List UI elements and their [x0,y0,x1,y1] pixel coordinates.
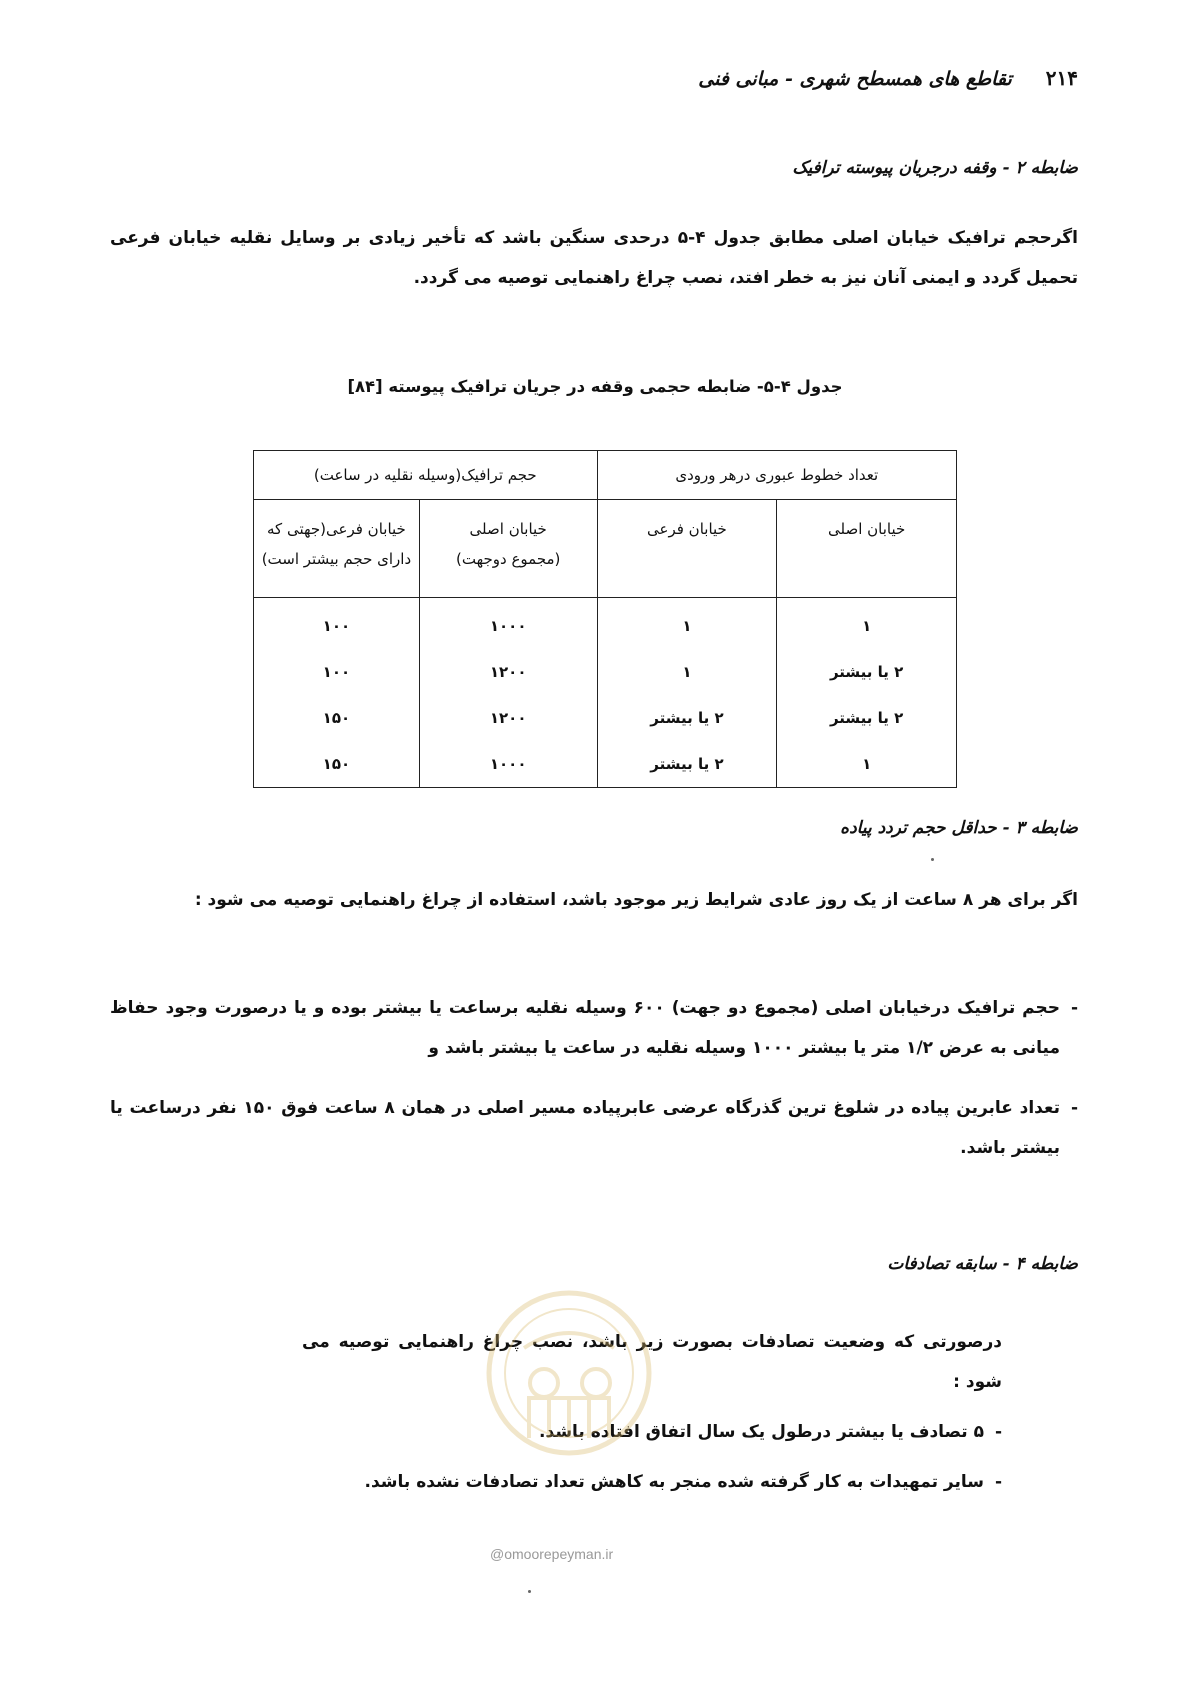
page-number: ۲۱۴ [1045,66,1078,90]
watermark-seal-icon [484,1288,654,1458]
section-4-item-1: ۵ تصادف یا بیشتر درطول یک سال اتفاق افتاده باشد. [539,1422,984,1442]
scan-speck [528,1590,531,1593]
cell-minor-volume: ۱۰۰ [254,649,420,695]
table-caption: جدول ۴-۵- ضابطه حجمی وقفه در جریان ترافیک پیوسته [۸۴] [347,377,843,396]
table-row [254,649,957,695]
section-4-heading: ضابطه ۴ - سابقه تصادفات [887,1254,1078,1274]
header-main-volume [419,500,597,598]
cell-minor-volume: ۱۵۰ [254,695,420,741]
section-4-item-2: سایر تمهیدات به کار گرفته شده منجر به کاهش تعداد تصادفات نشده باشد. [364,1472,984,1492]
section-2-heading: ضابطه ۲ - وقفه درجریان پیوسته ترافیک [792,158,1078,178]
watermark-url: @omoorepeyman.ir [490,1546,614,1562]
header-main-volume-line1: خیابان اصلی [469,520,547,538]
list-item: - ۵ تصادف یا بیشتر درطول یک سال اتفاق افتاده باشد. [302,1412,1002,1452]
section-3-list [110,988,1078,1168]
cell-minor-volume: ۱۰۰ [254,598,420,650]
table-row [254,741,957,788]
header-minor-volume [254,500,420,598]
cell-main-lanes: ۱ [777,741,957,788]
header-lanes-group: تعداد خطوط عبوری درهر ورودی [597,451,956,500]
section-2-text: اگرحجم ترافیک خیابان اصلی مطابق جدول ۴-۵ درحدی سنگین باشد که تأخیر زیادی بر وسایل نقلیه خیابان فرعی تحمیل گردد و ایمنی آنان نیز به خطر افتد، نصب چراغ راهنمایی توصیه می گردد. [110,228,1078,288]
header-volume-group: حجم ترافیک(وسیله نقلیه در ساعت) [254,451,598,500]
cell-main-lanes: ۲ یا بیشتر [777,695,957,741]
header-minor-volume-line1: خیابان فرعی(جهتی که [267,520,406,538]
volume-criteria-table [253,450,957,788]
list-item: - حجم ترافیک درخیابان اصلی (مجموع دو جهت) ۶۰۰ وسیله نقلیه برساعت یا بیشتر بوده و یا درصورت وجود حفاظ میانی به عرض ۱/۲ متر یا بیشتر ۱۰۰۰ وسیله نقلیه در ساعت یا بیشتر باشد و [110,988,1078,1068]
table-group-header-row [254,451,957,500]
section-3-item-1: حجم ترافیک درخیابان اصلی (مجموع دو جهت) ۶۰۰ وسیله نقلیه برساعت یا بیشتر بوده و یا درصورت وجود حفاظ میانی به عرض ۱/۲ متر یا بیشتر ۱۰۰۰ وسیله نقلیه در ساعت یا بیشتر باشد و [110,998,1060,1058]
list-item: - سایر تمهیدات به کار گرفته شده منجر به کاهش تعداد تصادفات نشده باشد. [302,1462,1002,1502]
cell-main-volume: ۱۰۰۰ [419,598,597,650]
running-header [112,66,1078,90]
cell-minor-lanes: ۱ [597,598,777,650]
table-row [254,598,957,650]
book-title: تقاطع های همسطح شهری - مبانی فنی [698,68,1012,90]
header-main-lanes: خیابان اصلی [777,500,957,598]
cell-minor-lanes: ۲ یا بیشتر [597,741,777,788]
section-3-intro [110,880,1078,920]
scan-speck [931,858,934,861]
header-minor-lanes: خیابان فرعی [597,500,777,598]
table-column-header-row [254,500,957,598]
cell-main-lanes: ۱ [777,598,957,650]
cell-minor-lanes: ۲ یا بیشتر [597,695,777,741]
cell-main-volume: ۱۰۰۰ [419,741,597,788]
section-4-intro-text: درصورتی که وضعیت تصادفات بصورت زیر باشد، نصب چراغ راهنمایی توصیه می شود : [302,1332,1002,1392]
list-item: - تعداد عابرین پیاده در شلوغ ترین گذرگاه عرضی عابرپیاده مسیر اصلی در همان ۸ ساعت فوق ۱۵۰ نفر درساعت یا بیشتر باشد. [110,1088,1078,1168]
section-3-heading: ضابطه ۳ - حداقل حجم تردد پیاده [840,818,1078,838]
section-3-intro-text: اگر برای هر ۸ ساعت از یک روز عادی شرایط زیر موجود باشد، استفاده از چراغ راهنمایی توصیه می شود : [194,890,1078,910]
header-minor-volume-line2: دارای حجم بیشتر است) [261,550,412,568]
table-row [254,695,957,741]
cell-minor-lanes: ۱ [597,649,777,695]
header-main-volume-line2: (مجموع دوجهت) [455,550,561,568]
section-3-item-2: تعداد عابرین پیاده در شلوغ ترین گذرگاه عرضی عابرپیاده مسیر اصلی در همان ۸ ساعت فوق ۱۵۰ نفر درساعت یا بیشتر باشد. [110,1098,1060,1158]
section-2-paragraph [110,218,1078,298]
cell-main-volume: ۱۲۰۰ [419,695,597,741]
cell-main-volume: ۱۲۰۰ [419,649,597,695]
cell-main-lanes: ۲ یا بیشتر [777,649,957,695]
cell-minor-volume: ۱۵۰ [254,741,420,788]
